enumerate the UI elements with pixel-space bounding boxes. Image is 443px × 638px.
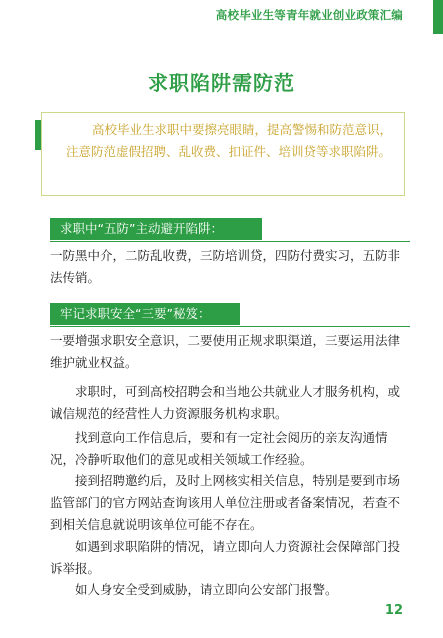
section-text-three-musts: 一要增强求职安全意识，二要使用正规求职渠道，三要运用法律维护就业权益。: [50, 333, 401, 370]
body-paragraph: 如人身安全受到威胁，请立即向公安部门报警。: [75, 582, 338, 597]
body-paragraph: 求职时，可到高校招聘会和当地公共就业人才服务机构，或诚信规范的经营性人力资源服务机构求职。: [50, 384, 401, 421]
section-divider: [50, 326, 410, 327]
page-title: 求职陷阱需防范: [148, 71, 295, 95]
section-banner-five-guards: 求职中“五防”主动避开陷阱：: [50, 218, 262, 240]
body-paragraph: 如遇到求职陷阱的情况，请立即向人力资源社会保障部门投诉举报。: [50, 539, 401, 576]
section-text-five-guards: 一防黑中介，二防乱收费，三防培训贷，四防付费实习，五防非法传销。: [50, 248, 401, 285]
header-title: 高校毕业生等青年就业创业政策汇编: [215, 8, 403, 22]
intro-text: 高校毕业生求职中要擦亮眼睛，提高警惕和防范意识，注意防范虚假招聘、乱收费、扣证件、培训贷等求职陷阱。: [66, 122, 393, 159]
body-paragraph: 找到意向工作信息后，要和有一定社会阅历的亲友沟通情况，冷静听取他们的意见或相关领域工作经验。: [50, 430, 388, 467]
page-number: 12: [384, 603, 403, 618]
body-paragraph: 接到招聘邀约后，及时上网核实相关信息，特别是要到市场监管部门的官方网站查询该用人单位注册或者备案情况，若查不到相关信息就说明该单位可能不存在。: [50, 473, 401, 532]
section-divider: [50, 241, 410, 242]
header-accent-bar: [433, 0, 443, 34]
section-banner-three-musts: 牢记求职安全“三要”秘笈：: [50, 303, 240, 325]
